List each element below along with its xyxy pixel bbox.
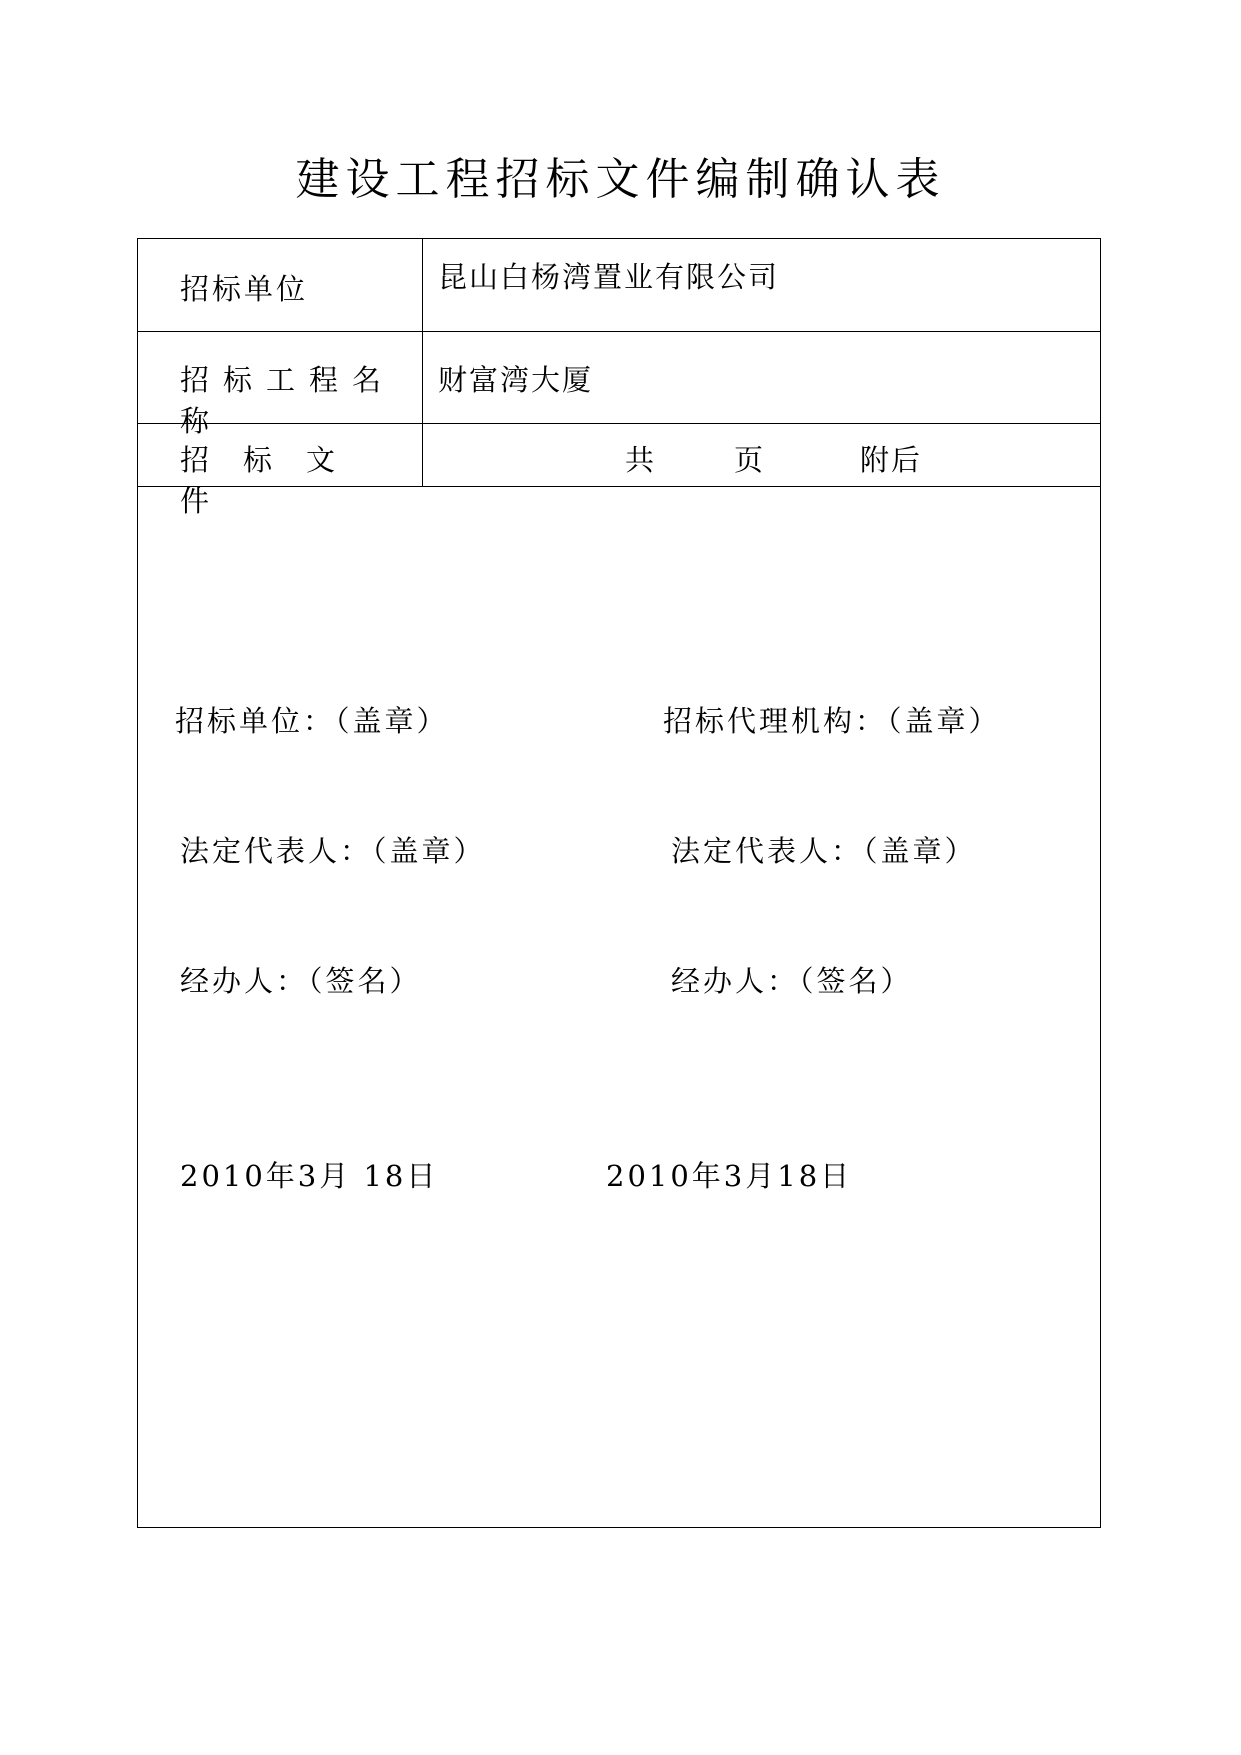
project-label-cell — [138, 332, 423, 438]
bidder-value: 昆山白杨湾置业有限公司 — [438, 260, 780, 294]
right-handler: 经办人：（签名） — [671, 964, 913, 998]
bidder-row — [138, 239, 1100, 332]
bidder-label-cell — [138, 239, 423, 331]
documents-pages: 页 — [734, 443, 764, 477]
bidder-label: 招标单位 — [180, 272, 309, 306]
documents-attached: 附后 — [860, 443, 923, 477]
project-row — [138, 332, 1100, 438]
confirmation-form — [137, 238, 1101, 1528]
left-legal-rep: 法定代表人：（盖章） — [180, 834, 486, 868]
left-date: 2010年3月 18日 — [180, 1159, 439, 1193]
documents-label: 招标文件 — [180, 443, 370, 518]
documents-total: 共 — [625, 443, 655, 477]
project-value: 财富湾大厦 — [438, 363, 594, 397]
documents-label-cell — [138, 424, 423, 518]
right-date: 2010年3月18日 — [606, 1159, 853, 1193]
left-unit-seal: 招标单位：（盖章） — [175, 704, 449, 738]
left-handler: 经办人：（签名） — [180, 964, 422, 998]
project-label: 招标工程名称 — [180, 363, 396, 438]
right-legal-rep: 法定代表人：（盖章） — [671, 834, 977, 868]
documents-row — [138, 424, 1100, 518]
page-title: 建设工程招标文件编制确认表 — [295, 154, 946, 205]
right-unit-seal: 招标代理机构：（盖章） — [663, 704, 1001, 738]
